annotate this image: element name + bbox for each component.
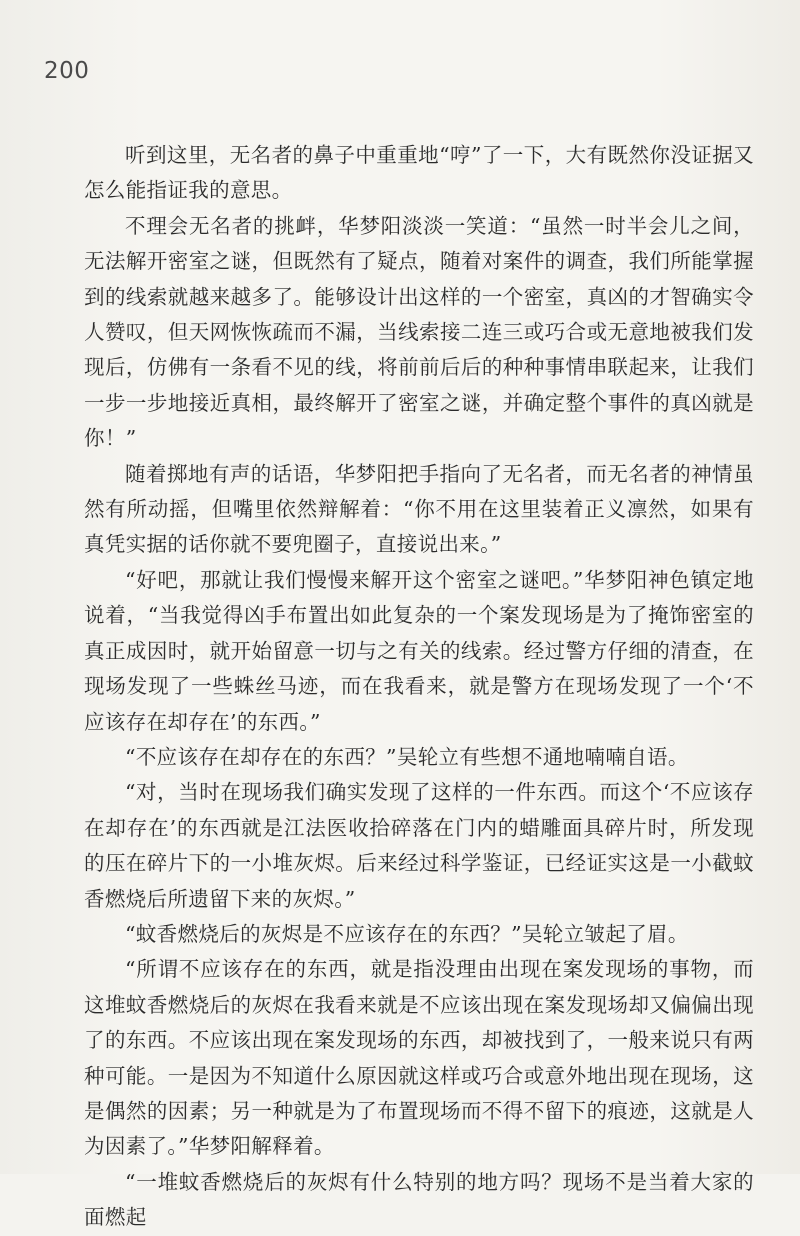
- paragraph: “一堆蚊香燃烧后的灰烬有什么特别的地方吗？现场不是当着大家的面燃起: [84, 1169, 754, 1230]
- paragraph: “好吧，那就让我们慢慢来解开这个密室之谜吧。”华梦阳神色镇定地说着，“当我觉得凶手布置出如此复杂的一个案发现场是为了掩饰密室的真正成因时，就开始留意一切与之有关的线索。经过警方仔细的清查，在现场发现了一些蛛丝马迹，而在我看来，就是警方在现场发现了一个‘不应该存在却存在’的东西。”: [84, 567, 754, 734]
- paragraph: “不应该存在却存在的东西？”吴轮立有些想不通地喃喃自语。: [125, 744, 689, 769]
- paragraph: 不理会无名者的挑衅，华梦阳淡淡一笑道：“虽然一时半会儿之间，无法解开密室之谜，但既然有了疑点，随着对案件的调查，我们所能掌握到的线索就越来越多了。能够设计出这样的一个密室，真凶的才智确实令人赞叹，但天网恢恢疏而不漏，当线索接二连三或巧合或无意地被我们发现后，仿佛有一条看不见的线，将前前后后的种种事情串联起来，让我们一步一步地接近真相，最终解开了密室之谜，并确定整个事件的真凶就是你！”: [84, 213, 754, 451]
- paragraph: “对，当时在现场我们确实发现了这样的一件东西。而这个‘不应该存在却存在’的东西就是江法医收拾碎落在门内的蜡雕面具碎片时，所发现的压在碎片下的一小堆灰烬。后来经过科学鉴证，已经证实这是一小截蚊香燃烧后所遗留下来的灰烬。”: [84, 780, 754, 911]
- paragraph: “蚊香燃烧后的灰烬是不应该存在的东西？”吴轮立皱起了眉。: [125, 921, 689, 946]
- paragraph: 听到这里，无名者的鼻子中重重地“哼”了一下，大有既然你没证据又怎么能指证我的意思。: [84, 143, 754, 203]
- body-text: [84, 138, 754, 1236]
- page-number: 200: [44, 58, 90, 84]
- paragraph: 随着掷地有声的话语，华梦阳把手指向了无名者，而无名者的神情虽然有所动摇，但嘴里依然辩解着：“你不用在这里装着正义凛然，如果有真凭实据的话你就不要兜圈子，直接说出来。”: [84, 461, 754, 557]
- paragraph: “所谓不应该存在的东西，就是指没理由出现在案发现场的事物，而这堆蚊香燃烧后的灰烬在我看来就是不应该出现在案发现场却又偏偏出现了的东西。不应该出现在案发现场的东西，却被找到了，一般来说只有两种可能。一是因为不知道什么原因就这样或巧合或意外地出现在现场，这是偶然的因素；另一种就是为了布置现场而不得不留下的痕迹，这就是人为因素了。”华梦阳解释着。: [84, 957, 754, 1159]
